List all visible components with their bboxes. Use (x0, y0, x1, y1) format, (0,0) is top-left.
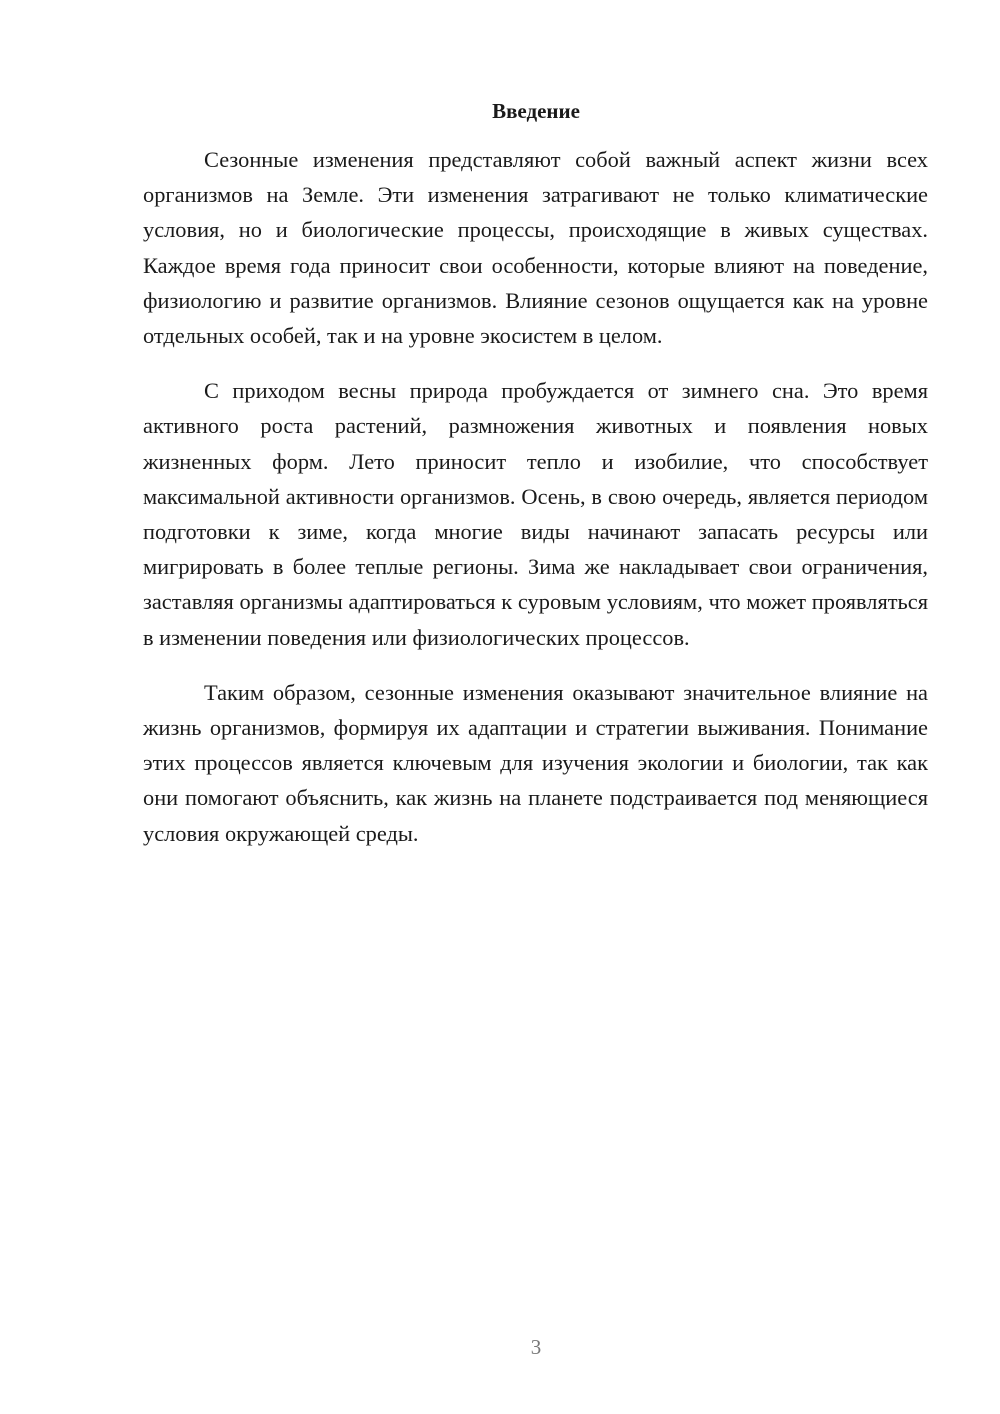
paragraph-3: Таким образом, сезонные изменения оказывают значительное влияние на жизнь организмов, формируя их адаптации и стратегии выживания. Понимание этих процессов является ключевым для изучения экологии и биологии, так как они помогают объяснить, как жизнь на планете подстраивается под меняющиеся условия окружающей среды. (143, 679, 928, 846)
body-text (143, 142, 928, 871)
page-number: 3 (530, 1335, 542, 1359)
paragraph-1: Сезонные изменения представляют собой важный аспект жизни всех организмов на Земле. Эти изменения затрагивают не только климатические условия, но и биологические процессы, происходящие в живых существах. Каждое время года приносит свои особенности, которые влияют на поведение, физиологию и развитие организмов. Влияние сезонов ощущается как на уровне отдельных особей, так и на уровне экосистем в целом. (143, 147, 928, 349)
section-heading: Введение (492, 99, 580, 123)
paragraph-2: С приходом весны природа пробуждается от зимнего сна. Это время активного роста растений, размножения животных и появления новых жизненных форм. Лето приносит тепло и изобилие, что способствует максимальной активности организмов. Осень, в свою очередь, является периодом подготовки к зиме, когда многие виды начинают запасать ресурсы или мигрировать в более теплые регионы. Зима же накладывает свои ограничения, заставляя организмы адаптироваться к суровым условиям, что может проявляться в изменении поведения или физиологических процессов. (143, 378, 928, 650)
